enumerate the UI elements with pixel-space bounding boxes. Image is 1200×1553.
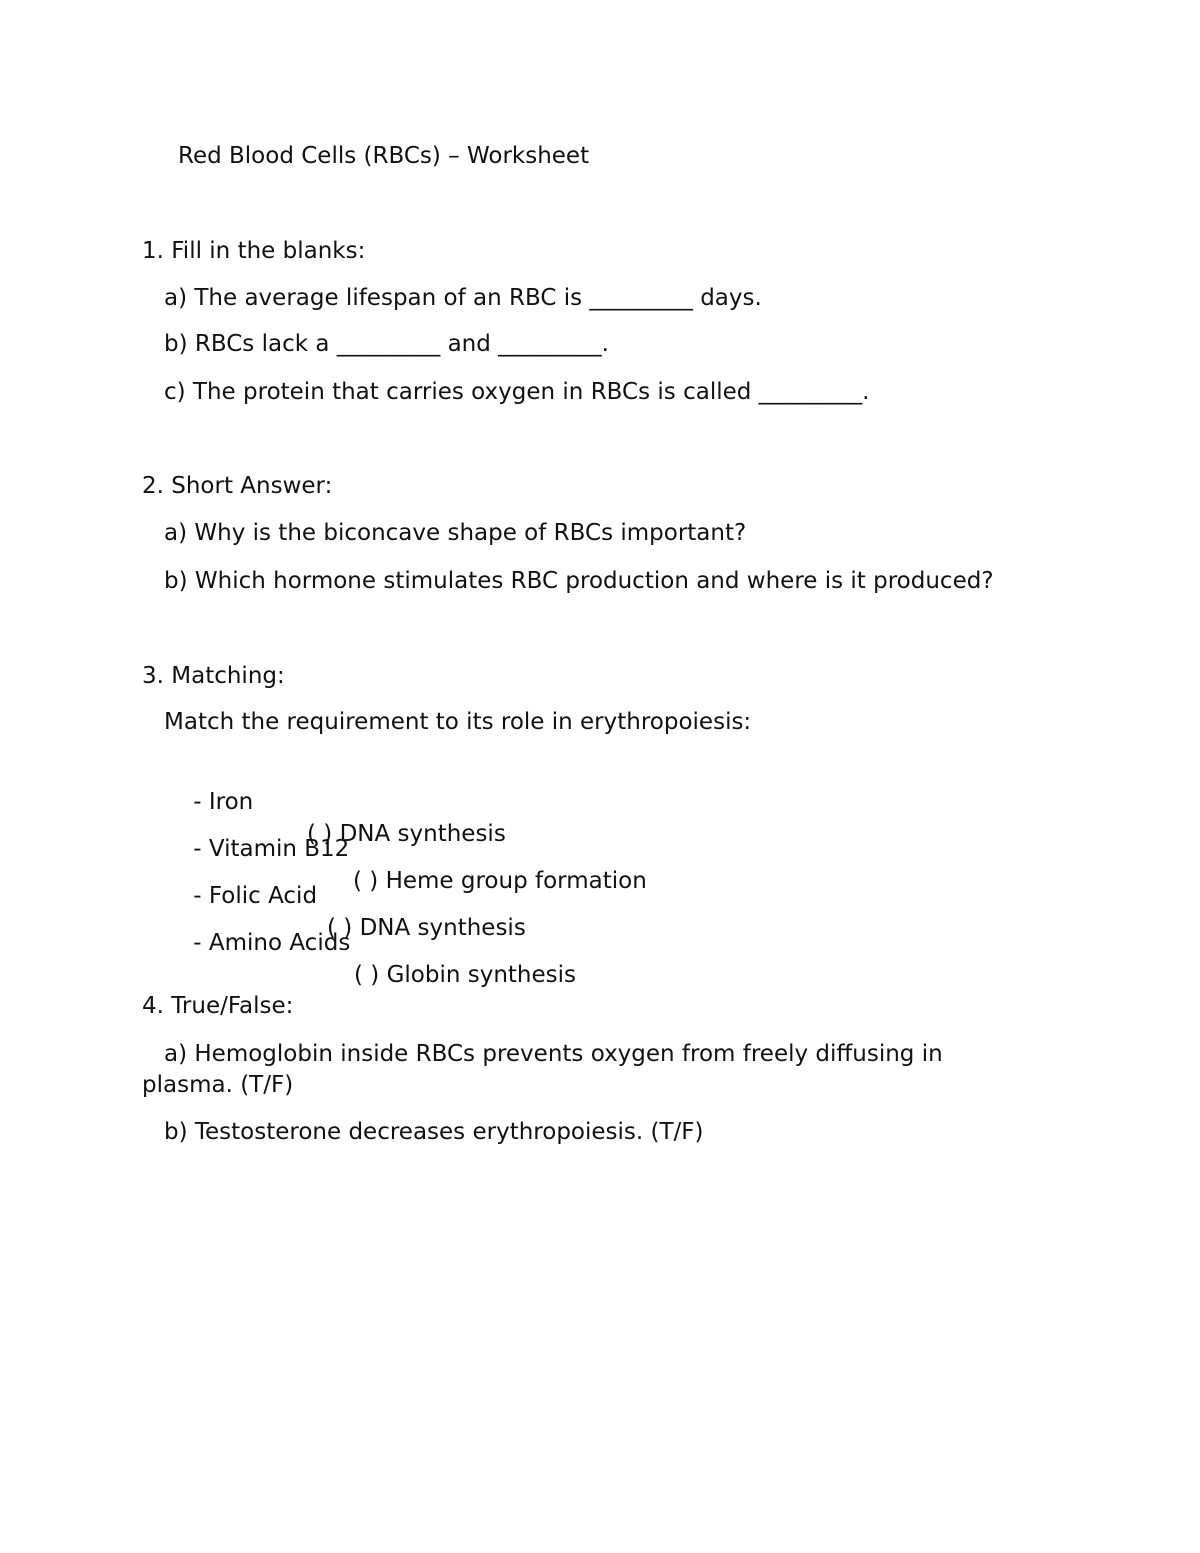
section-heading-fill-blanks: 1. Fill in the blanks: — [142, 238, 366, 264]
question-1a: a) The average lifespan of an RBC is _________ days. — [164, 285, 762, 311]
question-4b: b) Testosterone decreases erythropoiesis. (T/F) — [164, 1119, 704, 1145]
matching-term: - Folic Acid — [193, 883, 318, 909]
question-1c: c) The protein that carries oxygen in RBCs is called _________. — [164, 379, 870, 405]
matching-role: ( ) DNA synthesis — [307, 821, 506, 847]
matching-role: ( ) Heme group formation — [353, 868, 647, 894]
question-4a-continued: plasma. (T/F) — [142, 1072, 294, 1098]
question-1b: b) RBCs lack a _________ and _________. — [164, 331, 609, 357]
question-4a: a) Hemoglobin inside RBCs prevents oxygen from freely diffusing in — [164, 1041, 943, 1067]
question-2a: a) Why is the biconcave shape of RBCs important? — [164, 520, 747, 546]
question-2b: b) Which hormone stimulates RBC production and where is it produced? — [164, 568, 994, 594]
matching-term: - Iron — [193, 789, 254, 815]
section-heading-true-false: 4. True/False: — [142, 993, 294, 1019]
section-heading-matching: 3. Matching: — [142, 663, 285, 689]
matching-role: ( ) DNA synthesis — [327, 915, 526, 941]
matching-role: ( ) Globin synthesis — [354, 962, 577, 988]
matching-term: - Amino Acids — [193, 930, 351, 956]
page-title: Red Blood Cells (RBCs) – Worksheet — [178, 143, 590, 169]
matching-term: - Vitamin B12 — [193, 836, 350, 862]
matching-instruction: Match the requirement to its role in erythropoiesis: — [164, 709, 752, 735]
section-heading-short-answer: 2. Short Answer: — [142, 473, 333, 499]
